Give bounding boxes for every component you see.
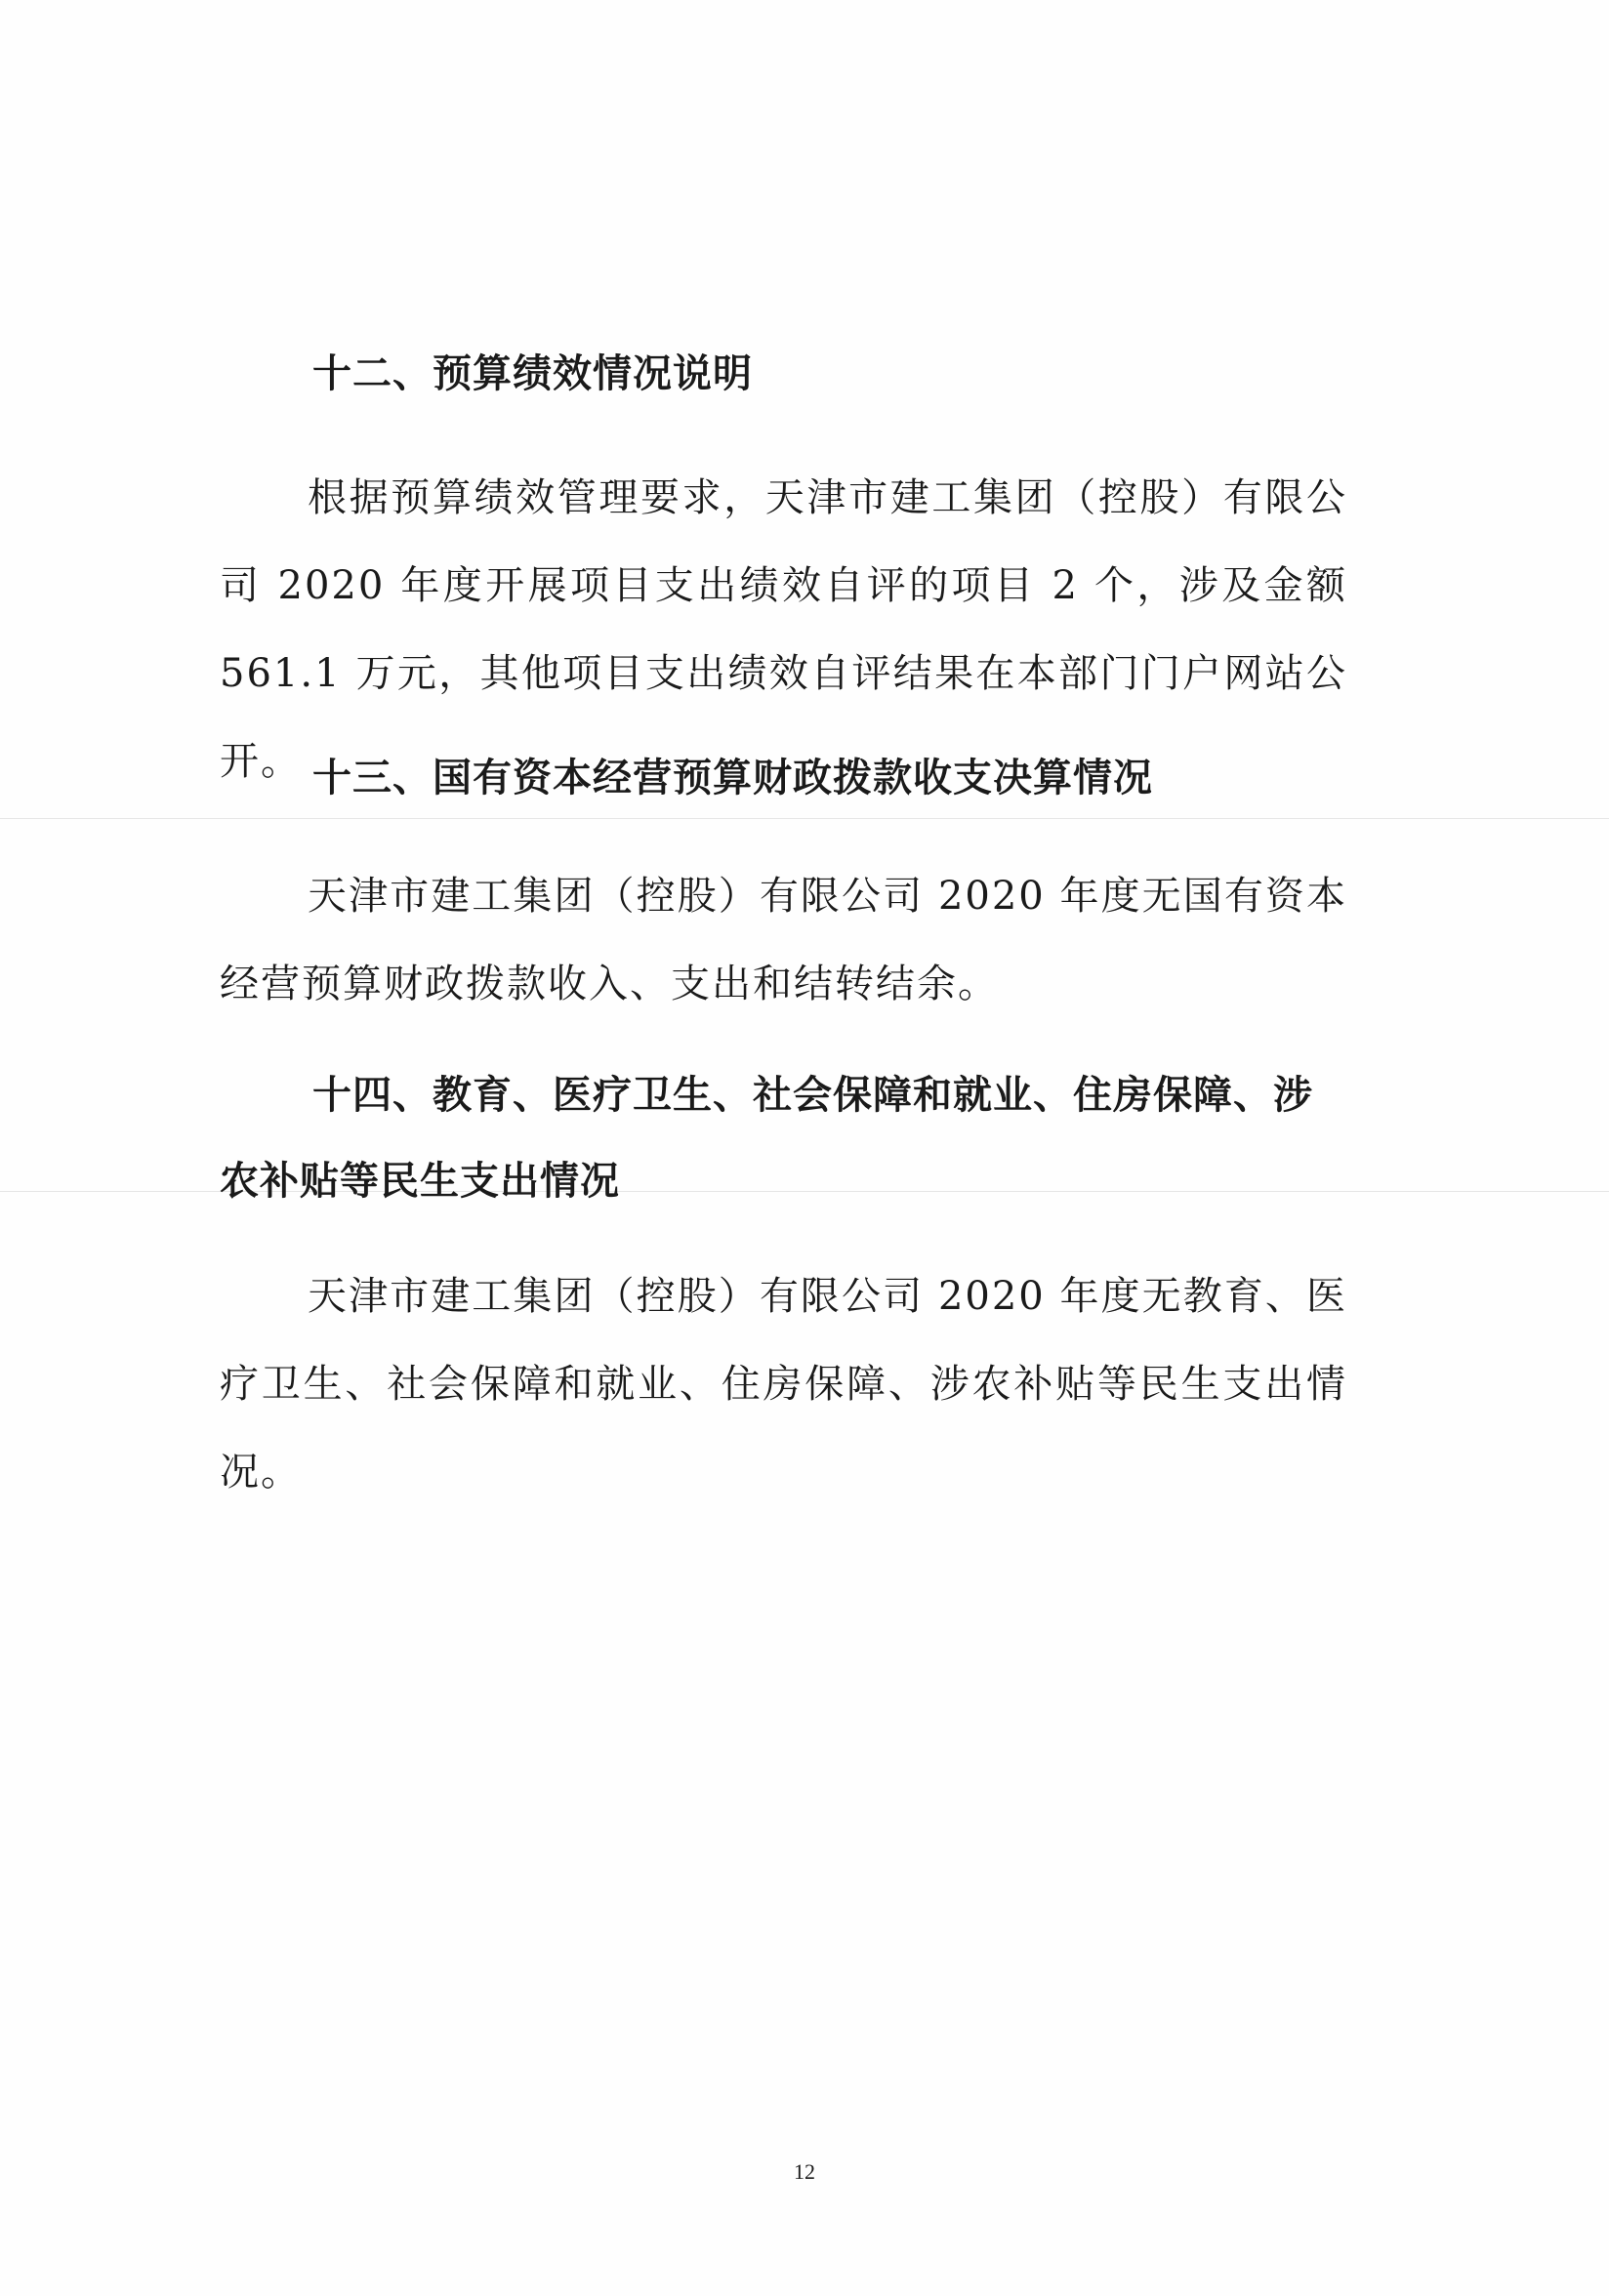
section-14-paragraph: 天津市建工集团（控股）有限公司 2020 年度无教育、医疗卫生、社会保障和就业、住房保障、涉农补贴等民生支出情况。 xyxy=(220,1274,1347,1495)
section-13-paragraph: 天津市建工集团（控股）有限公司 2020 年度无国有资本经营预算财政拨款收入、支出和结转结余。 xyxy=(220,874,1347,1006)
section-12-paragraph: 根据预算绩效管理要求，天津市建工集团（控股）有限公司 2020 年度开展项目支出绩效自评的项目 2 个，涉及金额 561.1 万元，其他项目支出绩效自评结果在本部门门户网站公开。 xyxy=(220,475,1347,784)
section-14-heading: 十四、教育、医疗卫生、社会保障和就业、住房保障、涉农补贴等民生支出情况 xyxy=(220,1073,1313,1204)
section-13-heading: 十三、国有资本经营预算财政拨款收支决算情况 xyxy=(312,756,1153,800)
section-12-heading: 十二、预算绩效情况说明 xyxy=(312,351,753,396)
scan-fold-line xyxy=(0,818,1609,819)
page-number: 12 xyxy=(794,2159,815,2184)
